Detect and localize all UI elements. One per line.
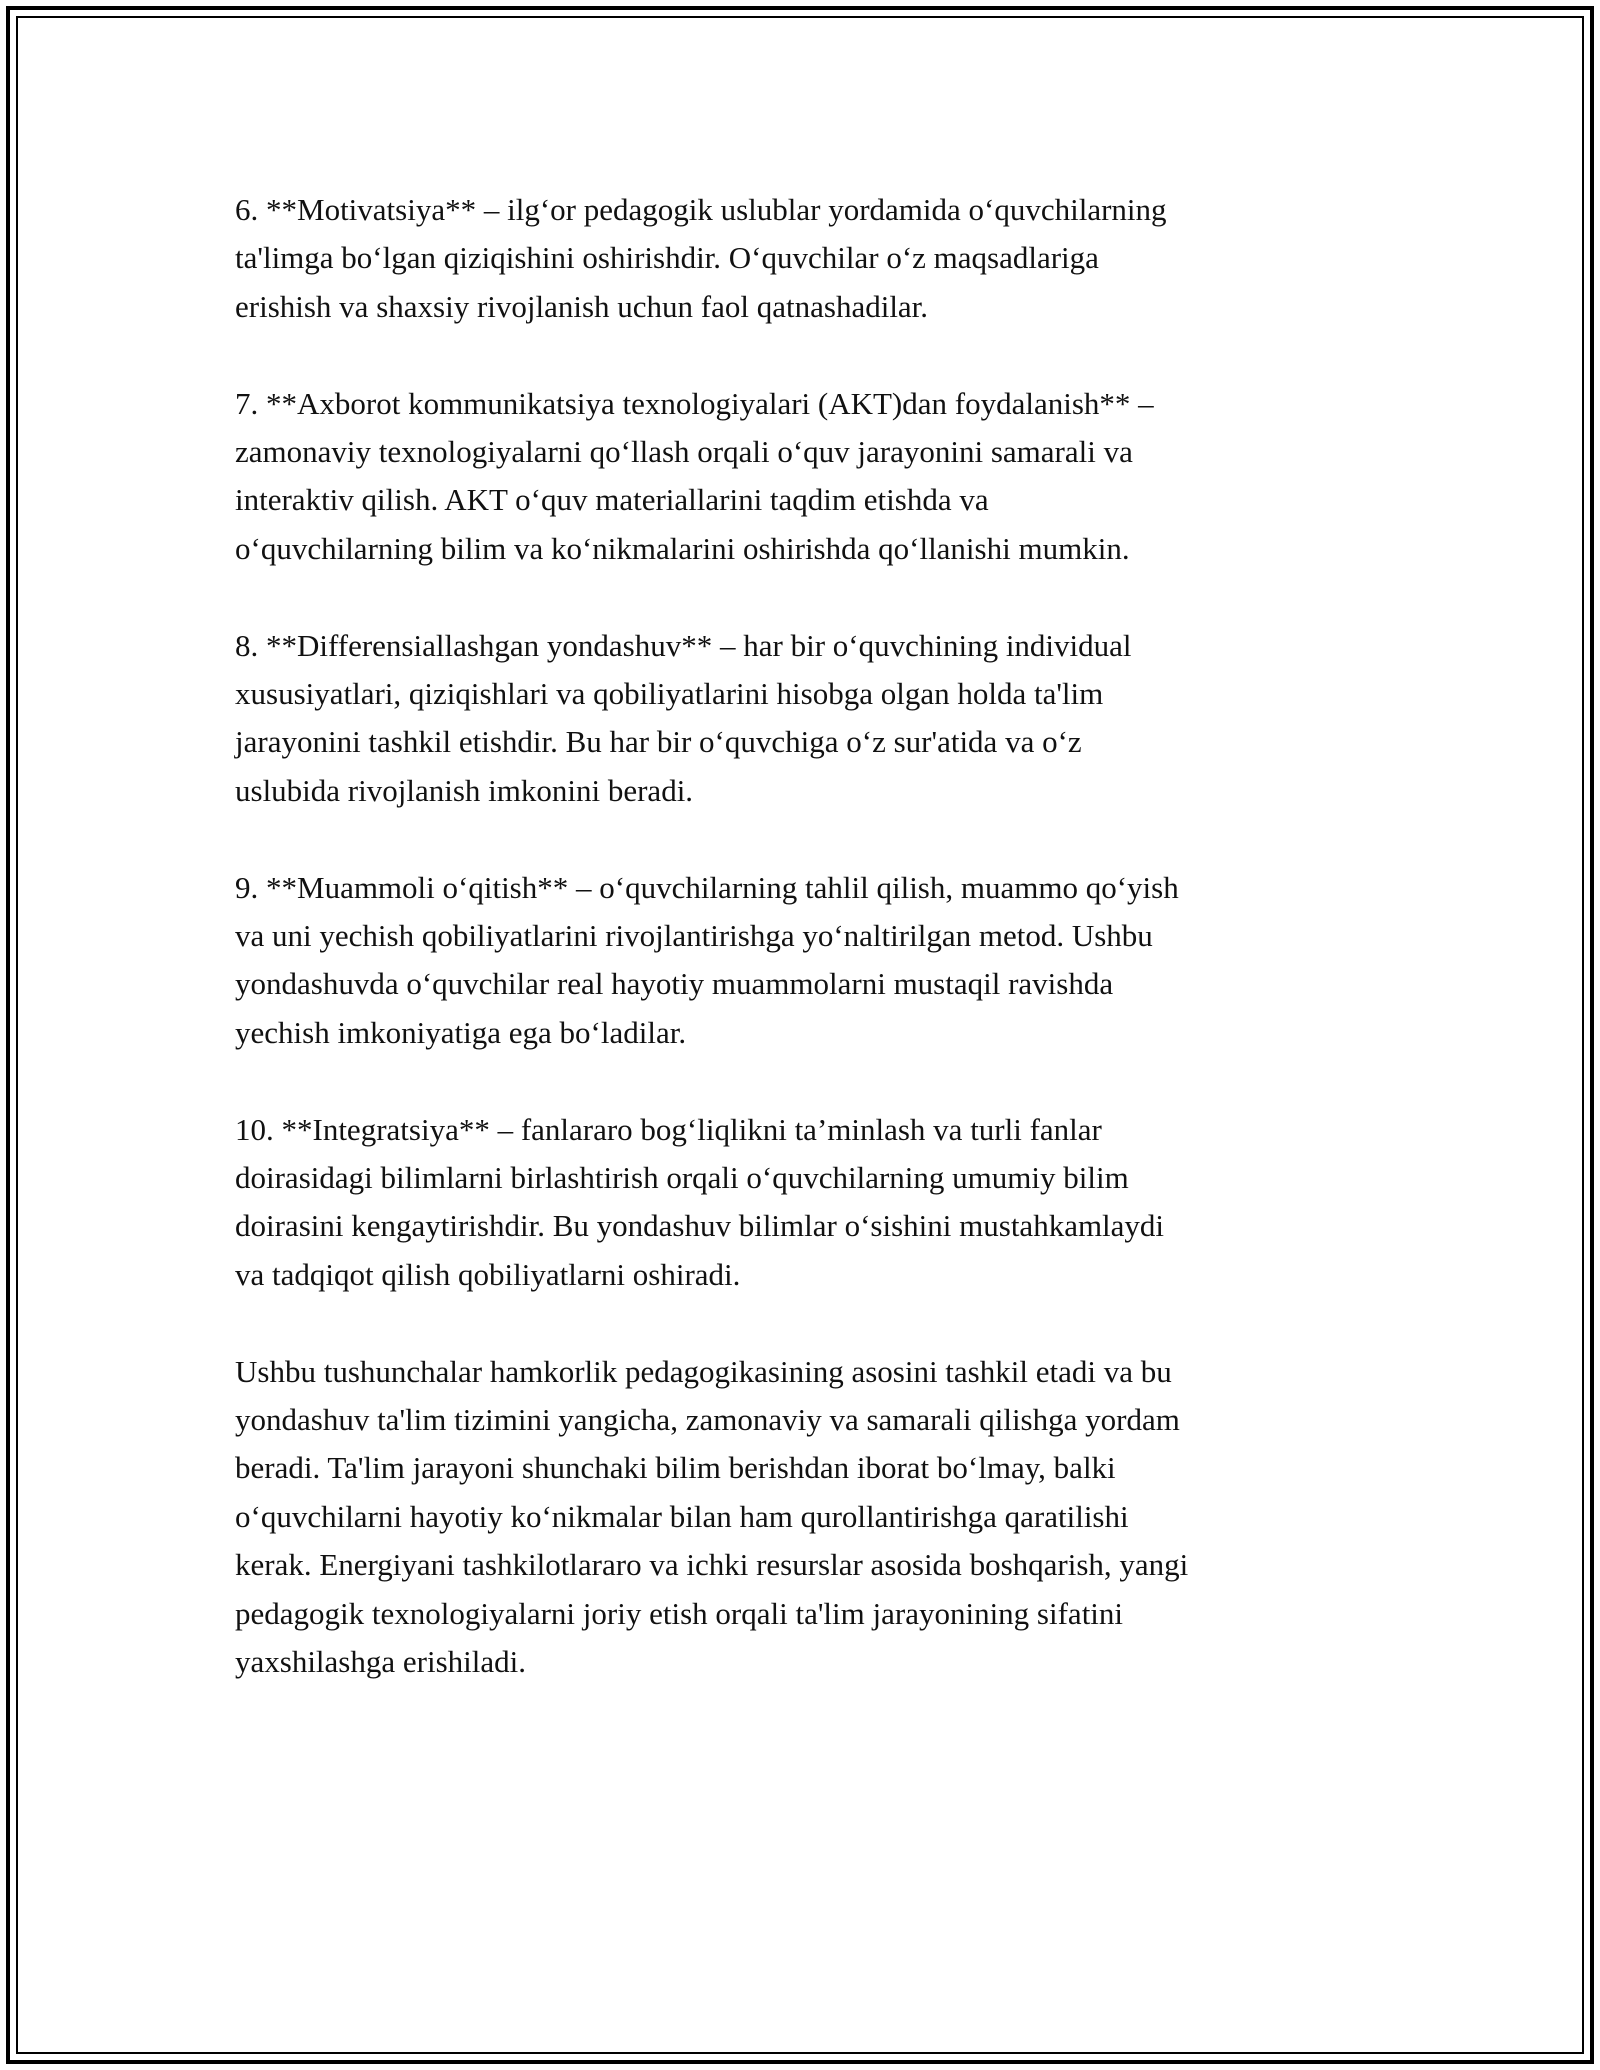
text-line: erishish va shaxsiy rivojlanish uchun faol qatnashadilar.: [235, 288, 929, 324]
text-line: yondashuvda o‘quvchilar real hayotiy muammolarni mustaqil ravishda: [235, 966, 1114, 1002]
paragraph-muammoli-oqitish: [235, 864, 1395, 1058]
text-line: Ushbu tushunchalar hamkorlik pedagogikasining asosini tashkil etadi va bu: [235, 1353, 1172, 1389]
text-line: o‘quvchilarning bilim va ko‘nikmalarini oshirishda qo‘llanishi mumkin.: [235, 530, 1130, 566]
text-line: yaxshilashga erishiladi.: [235, 1644, 526, 1680]
text-line: 6. **Motivatsiya** – ilg‘or pedagogik uslublar yordamida o‘quvchilarning: [235, 192, 1167, 227]
text-line: va uni yechish qobiliyatlarini rivojlantirishga yo‘naltirilgan metod. Ushbu: [235, 918, 1153, 954]
text-line: 7. **Axborot kommunikatsiya texnologiyalari (AKT)dan foydalanish** –: [235, 385, 1154, 421]
paragraph-integratsiya: [235, 1106, 1395, 1300]
text-line: 10. **Integratsiya** – fanlararo bog‘liqlikni ta’minlash va turli fanlar: [235, 1111, 1102, 1147]
text-line: 8. **Differensiallashgan yondashuv** – har bir o‘quvchining individual: [235, 627, 1132, 663]
text-line: o‘quvchilarni hayotiy ko‘nikmalar bilan ham qurollantirishga qaratilishi: [235, 1498, 1129, 1534]
text-line: jarayonini tashkil etishdir. Bu har bir o‘quvchiga o‘z sur'atida va o‘z: [235, 724, 1082, 760]
text-line: doirasini kengaytirishdir. Bu yondashuv bilimlar o‘sishini mustahkamlaydi: [235, 1208, 1165, 1244]
text-line: xususiyatlari, qiziqishlari va qobiliyatlarini hisobga olgan holda ta'lim: [235, 676, 1104, 712]
paragraph-akt: [235, 380, 1395, 574]
paragraph-differensiallashgan: [235, 622, 1395, 816]
text-line: 9. **Muammoli o‘qitish** – o‘quvchilarning tahlil qilish, muammo qo‘yish: [235, 869, 1179, 905]
text-line: interaktiv qilish. AKT o‘quv materiallarini taqdim etishda va: [235, 482, 989, 518]
text-line: uslubida rivojlanish imkonini beradi.: [235, 772, 694, 808]
text-line: ta'limga bo‘lgan qiziqishini oshirishdir. O‘quvchilar o‘z maqsadlariga: [235, 240, 1099, 276]
paragraph-motivatsiya: [235, 186, 1395, 331]
text-line: zamonaviy texnologiyalarni qo‘llash orqali o‘quv jarayonini samarali va: [235, 434, 1133, 470]
text-line: va tadqiqot qilish qobiliyatlarni oshiradi.: [235, 1256, 741, 1292]
text-line: beradi. Ta'lim jarayoni shunchaki bilim berishdan iborat bo‘lmay, balki: [235, 1450, 1116, 1486]
text-line: kerak. Energiyani tashkilotlararo va ichki resurslar asosida boshqarish, yangi: [235, 1547, 1189, 1583]
text-line: pedagogik texnologiyalarni joriy etish orqali ta'lim jarayonining sifatini: [235, 1595, 1124, 1631]
document-body: [235, 186, 1395, 1735]
paragraph-conclusion: [235, 1348, 1395, 1687]
text-line: yondashuv ta'lim tizimini yangicha, zamonaviy va samarali qilishga yordam: [235, 1402, 1180, 1438]
text-line: doirasidagi bilimlarni birlashtirish orqali o‘quvchilarning umumiy bilim: [235, 1160, 1129, 1196]
text-line: yechish imkoniyatiga ega bo‘ladilar.: [235, 1014, 687, 1050]
